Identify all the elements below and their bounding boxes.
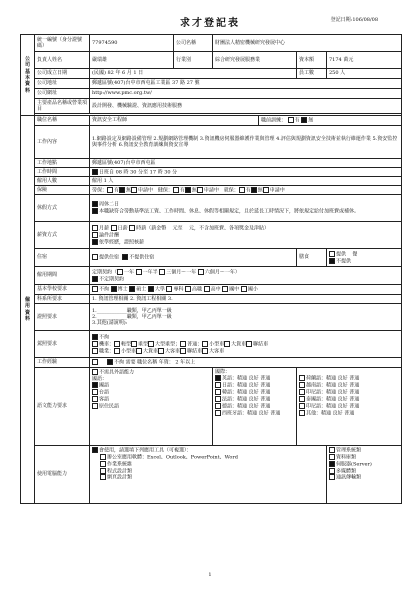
lang-domestic-header: 國語： xyxy=(92,375,108,382)
drive-normal-trailer: 聯結車 xyxy=(253,341,269,348)
url-label: 公司網址 xyxy=(35,89,90,99)
multimedia-checkbox[interactable] xyxy=(329,468,335,474)
permanent-label: 不定期契約 xyxy=(99,276,125,283)
drive-heavy: 重型 xyxy=(138,341,149,348)
language-label: 語文能力要求 xyxy=(35,368,90,446)
company-name-value: 財團法人精密機械研究發展中心 xyxy=(213,35,402,52)
location-value: 郵遞區號(407)台中市西屯區 xyxy=(90,159,402,168)
lang-levels: 精通 良好 普通 xyxy=(237,382,271,389)
lang-japanese: 日語： xyxy=(222,382,238,389)
drive-normal-small: 小型車 xyxy=(209,341,225,348)
url-value: http://www.pmc.org.tw/ xyxy=(90,89,402,99)
opt-have-label: 有 xyxy=(245,187,251,194)
lang-indonesian-2: 印尼語： xyxy=(306,403,327,410)
lang-indigenous: 原住民語 xyxy=(99,403,120,410)
health-have-checkbox[interactable] xyxy=(173,187,179,193)
tax-id-label: 統一編號（身分證號碼） xyxy=(35,35,90,52)
lang-japanese-checkbox[interactable] xyxy=(215,382,221,388)
opt-apply-label: 申請中 xyxy=(269,187,285,194)
lang-international-header: 國際： xyxy=(215,368,231,375)
registration-date: 登記日期:106/08/08 xyxy=(330,17,378,23)
period-1-5y: 一年半 xyxy=(142,269,158,276)
lang-english-checkbox[interactable] xyxy=(215,375,221,381)
job-title-value: 資訊安全工程師 xyxy=(90,116,259,126)
salary-by-experience: 依學經歷，證照核薪 xyxy=(99,239,145,246)
lang-levels: 精通 良好 普通 xyxy=(326,403,360,410)
pretrain-field xyxy=(259,116,402,126)
lang-other-checkbox[interactable] xyxy=(299,410,305,416)
daily-checkbox[interactable] xyxy=(111,225,117,231)
lang-levels: 精通 良好 普通 xyxy=(321,410,355,417)
company-name-label: 公司名稱 xyxy=(174,35,213,52)
employment-insurance-label: 就保： xyxy=(223,187,239,194)
address-value: 郵遞區號(407)台中市西屯區工業區 37 路 27 號 xyxy=(90,79,402,89)
lang-levels: 精通 良好 普通 xyxy=(326,375,360,382)
drive-any: 不拘 xyxy=(99,334,110,341)
drive-pro-small: 小型車 xyxy=(121,348,137,355)
salary-options xyxy=(90,222,402,249)
products-value: 設計開發、機械驗證、資訊應用技術服務 xyxy=(90,99,402,114)
leave-option-1: 周休二日 xyxy=(99,201,120,208)
period-3m: 三個月～一年 xyxy=(166,269,197,276)
lang-levels: 精通 良好 普通 xyxy=(237,375,271,382)
two-day-weekend-checkbox[interactable] xyxy=(92,201,98,207)
housing-yes-label: 提供住宿 xyxy=(99,254,120,261)
meals-yes-checkbox[interactable] xyxy=(329,251,335,257)
meals-label: 膳食 xyxy=(297,249,327,267)
drive-light: 輕型 xyxy=(121,341,132,348)
content-label: 工作內容 xyxy=(35,126,90,159)
database-checkbox[interactable] xyxy=(329,454,335,460)
housing-label: 住宿 xyxy=(35,249,90,267)
meals-no-checkbox[interactable] xyxy=(329,258,335,264)
heavy-checkbox[interactable] xyxy=(131,341,137,347)
pretrain-no-label: 無 xyxy=(308,117,314,124)
license-2: 2. xyxy=(92,313,97,320)
drive-label: 駕照要求 xyxy=(35,331,90,358)
job-title-label: 職位名稱 xyxy=(35,116,90,126)
count-label: 僱用人數 xyxy=(35,177,90,186)
computer-server: 伺服器(Server) xyxy=(336,461,372,468)
salary-daily: 日薪 xyxy=(117,225,128,232)
computer-network: 通訊傳輸類 xyxy=(336,474,362,481)
edu-junior-checkbox[interactable] xyxy=(222,286,228,292)
pro-checkbox[interactable] xyxy=(92,348,98,354)
insurance-options xyxy=(90,186,402,195)
computer-can-checkbox[interactable] xyxy=(92,447,98,453)
health-insurance-label: 健保： xyxy=(157,187,173,194)
computer-main: 會使用，請選填下列應用工具（可複選）： xyxy=(99,447,192,454)
license-label: 證照要求 xyxy=(35,304,90,331)
server-checkbox[interactable] xyxy=(329,461,335,467)
lang-other: 其他： xyxy=(306,410,322,417)
lang-none-checkbox[interactable] xyxy=(92,369,98,375)
products-label: 主要產品名稱或營業項目 xyxy=(35,99,90,114)
pro-coach-checkbox[interactable] xyxy=(202,348,208,354)
leave-label: 休假方式 xyxy=(35,195,90,222)
by-experience-checkbox[interactable] xyxy=(92,239,98,245)
opt-have-label: 有 xyxy=(114,187,120,194)
housing-no-checkbox[interactable] xyxy=(122,254,128,260)
edu-high-checkbox[interactable] xyxy=(204,286,210,292)
location-label: 工作地點 xyxy=(35,159,90,168)
lang-dutch-checkbox[interactable] xyxy=(299,375,305,381)
edu-college-checkbox[interactable] xyxy=(166,286,172,292)
day-shift-checkbox[interactable] xyxy=(92,169,98,175)
leave-option-2: 本職缺符合勞動基準法工資、工作時間、休息、休假等相關規定，且於延長工時情況下，將依規定給付加班費或補休。 xyxy=(99,208,360,215)
pro-small-checkbox[interactable] xyxy=(114,348,120,354)
lang-german: 德語： xyxy=(222,403,238,410)
piece-rate-checkbox[interactable] xyxy=(92,232,98,238)
capital-value: 7174 萬元 xyxy=(327,52,402,69)
owner-label: 負責人姓名 xyxy=(35,52,90,69)
lang-levels: 精通 良好 普通 xyxy=(237,389,271,396)
edu-master: 碩士 xyxy=(136,286,147,293)
normal-trailer-checkbox[interactable] xyxy=(246,341,252,347)
lang-french: 法語： xyxy=(222,396,238,403)
pro-truck-checkbox[interactable] xyxy=(136,348,142,354)
lang-vietnamese: 越南語： xyxy=(306,382,327,389)
edu-bachelor: 大學 xyxy=(154,286,165,293)
health-apply-checkbox[interactable] xyxy=(197,187,203,193)
department-label: 科系所要求 xyxy=(35,295,90,304)
period-label: 僱用期間 xyxy=(35,267,90,285)
edu-phd-checkbox[interactable] xyxy=(111,286,117,292)
lang-none: 不需具外語能力 xyxy=(99,369,135,376)
lang-german-checkbox[interactable] xyxy=(215,403,221,409)
lang-indigenous-checkbox[interactable] xyxy=(92,403,98,409)
license-1: 1. xyxy=(92,307,97,314)
period-1y: 一年 xyxy=(124,269,135,276)
permanent-checkbox[interactable] xyxy=(92,276,98,282)
period-6m-checkbox[interactable] xyxy=(198,269,204,275)
content-value: 1.網路設定及網路設備管理 2.規劃網路管理機制 3.資訊機房伺服器維護作業與管理 4.評估與規劃資訊安全技術並執行維運作業 5.資安監控與事件分析 6.資訊安全教育訓練與資安宣導 xyxy=(90,126,402,159)
labor-have-checkbox[interactable] xyxy=(107,187,113,193)
drive-normal-truck: 大貨車 xyxy=(231,341,247,348)
computer-programming: 程式設計類 xyxy=(107,468,133,474)
lang-levels: 精通 良好 普通 xyxy=(326,382,360,389)
lang-french-checkbox[interactable] xyxy=(215,396,221,402)
industry-label: 行業別 xyxy=(174,52,213,69)
computer-mgmt: 管理系統類 xyxy=(336,447,362,454)
salary-hourly: 時薪（薪金幣 xyxy=(136,225,167,232)
computer-multimedia: 多媒體類 xyxy=(336,468,357,474)
leave-options xyxy=(90,195,402,222)
lang-spanish-checkbox[interactable] xyxy=(215,410,221,416)
lang-hakka-checkbox[interactable] xyxy=(92,396,98,402)
industry-value: 綜合研究發展服務業 xyxy=(213,52,297,69)
labor-law-checkbox[interactable] xyxy=(92,208,98,214)
lang-levels: 精通 良好 普通 xyxy=(247,410,281,417)
lang-thai-checkbox[interactable] xyxy=(299,396,305,402)
mgmt-checkbox[interactable] xyxy=(329,447,335,453)
job-section-label: 僱用資料 xyxy=(21,116,35,504)
exp-any-checkbox[interactable] xyxy=(92,359,98,365)
company-section-label: 公司基本資料 xyxy=(21,35,35,116)
experience-label: 工作經驗 xyxy=(35,358,90,368)
pretrain-yes-checkbox[interactable] xyxy=(288,117,294,123)
drive-large-heavy: 大型重型 xyxy=(155,341,176,348)
meals-yes-label: 提供 xyxy=(336,251,347,258)
lang-thai: 泰國語： xyxy=(306,396,327,403)
lang-taiwanese: 台語 xyxy=(99,389,110,396)
period-1-5y-checkbox[interactable] xyxy=(136,269,142,275)
lang-levels: 精通 良好 普通 xyxy=(237,396,271,403)
edu-any: 不拘 xyxy=(99,286,110,293)
light-checkbox[interactable] xyxy=(114,341,120,347)
drive-pro-truck: 大貨車 xyxy=(143,348,159,355)
edu-college: 專科 xyxy=(173,286,184,293)
edu-vocational: 高職 xyxy=(192,286,203,293)
drive-pro: 職業： xyxy=(99,348,115,355)
network-checkbox[interactable] xyxy=(329,474,335,480)
page-number: 1 xyxy=(208,572,212,578)
edu-bachelor-checkbox[interactable] xyxy=(148,286,154,292)
lang-hakka: 客語 xyxy=(99,396,110,403)
pretrain-yes-label: 有 xyxy=(294,117,300,124)
edu-master-checkbox[interactable] xyxy=(129,286,135,292)
lang-korean-checkbox[interactable] xyxy=(215,389,221,395)
lang-mandarin: 國語 xyxy=(99,382,110,389)
labor-insurance-label: 勞保： xyxy=(92,187,108,194)
labor-apply-checkbox[interactable] xyxy=(131,187,137,193)
normal-checkbox[interactable] xyxy=(180,341,186,347)
address-label: 公司地址 xyxy=(35,79,90,89)
experience-value: 不拘 需要 職位名稱 年資： 2 年以上 xyxy=(114,359,196,366)
period-3m-checkbox[interactable] xyxy=(159,269,165,275)
insurance-label: 保險 xyxy=(35,186,90,195)
emp-none-checkbox[interactable] xyxy=(251,187,257,193)
webdesign-checkbox[interactable] xyxy=(100,474,106,480)
edu-any-checkbox[interactable] xyxy=(92,286,98,292)
lang-mandarin-checkbox[interactable] xyxy=(92,382,98,388)
lang-taiwanese-checkbox[interactable] xyxy=(92,389,98,395)
license-1-tail: 職類，甲乙丙單一級 xyxy=(126,307,172,314)
opt-have-label: 有 xyxy=(179,187,185,194)
fixed-term-label: 定期契約（ xyxy=(92,269,118,276)
computer-webdesign: 網頁設計類 xyxy=(107,474,133,481)
normal-truck-checkbox[interactable] xyxy=(224,341,230,347)
opt-none-label: 無 xyxy=(191,187,197,194)
staff-value: 250 人 xyxy=(327,69,402,79)
lang-levels: 精通 良好 普通 xyxy=(237,403,271,410)
founded-value: (民國) 82 年 6 月 1 日 xyxy=(90,69,297,79)
period-1y-checkbox[interactable] xyxy=(117,269,123,275)
capital-label: 資本額 xyxy=(297,52,327,69)
hours-value: 日班自 08 時 30 分至 17 時 30 分 xyxy=(99,169,178,176)
tax-id-value: 77974590 xyxy=(90,35,174,52)
education-options xyxy=(90,285,402,295)
lang-indonesian-checkbox[interactable] xyxy=(299,389,305,395)
meals-count-label: 餐 xyxy=(352,251,358,258)
hourly-checkbox[interactable] xyxy=(129,225,135,231)
labor-none-checkbox[interactable] xyxy=(119,187,125,193)
salary-piece-rate: 論件計酬 xyxy=(99,232,120,239)
salary-label: 薪資方式 xyxy=(35,222,90,249)
housing-yes-checkbox[interactable] xyxy=(92,254,98,260)
opt-apply-label: 申請中 xyxy=(138,187,154,194)
opt-none-label: 無 xyxy=(126,187,132,194)
owner-value: 嚴瑞雄 xyxy=(90,52,174,69)
os-checkbox[interactable] xyxy=(100,461,106,467)
housing-no-label: 不提供住宿 xyxy=(129,254,155,261)
edu-primary: 國小 xyxy=(247,286,258,293)
office-checkbox[interactable] xyxy=(100,454,106,460)
health-none-checkbox[interactable] xyxy=(185,187,191,193)
drive-pro-coach: 大客車 xyxy=(209,348,225,355)
meals-no-label: 不提供 xyxy=(336,258,352,265)
edu-high: 高中 xyxy=(210,286,221,293)
edu-vocational-checkbox[interactable] xyxy=(185,286,191,292)
emp-have-checkbox[interactable] xyxy=(239,187,245,193)
lang-english: 英語： xyxy=(222,375,238,382)
edu-phd: 博士 xyxy=(117,286,128,293)
salary-to: 元至 xyxy=(172,225,183,232)
salary-monthly: 月薪 xyxy=(99,225,110,232)
emp-apply-checkbox[interactable] xyxy=(263,187,269,193)
job-registration-form: 公司基本資料 統一編號（身分證號碼） 77974590 公司名稱 財團法人精密機械研究發展中心 負責人姓名 嚴瑞雄 行業別 綜合研究發展服務業 資本額 7174 萬元 公司成立日期 (民國) 82 年 6 月 1 日 員工數 250 人 公司地址 郵遞區號(407)台中市西屯區工業區 37 路 27 號 公司網址 http://www.pmc.org.tw/ 主要產品名稱或營業項目 設計開發、機械驗證、資訊應用技術服務 僱用資料 職位名稱 資訊安全工程師 職前訓練： 有 無 工作內容 1.網路設定及網路設備管理 2.規劃網路管理機制 3.資訊機房伺服器維護作業與管理 4.評估與規劃資訊安全技術並執行維運作業 5.資安監控與事件分析 6.資訊安全教育訓練與資安宣導 工作地點 郵遞區號(407)台中市西屯區 工作時間 日班自 08 時 30 分至 17 時 30 分 僱用人數 僱用 1 人 保險 勞保： 有 無 申請中 健保： 有 無 申請中 就保： 有 無 申請中 休假方式 周休二日 本職缺符合勞動基準法工資、工作時間、休息、休假等相關規定，且於延長工時情況下，將依規定給付加班費或補休。 薪資方式 月薪 日薪 時薪（薪金幣 元至 元，不含加班費、各項獎金及津貼） 論件計酬 依學經歷，證照核薪 住宿 提供住宿 不提供住宿 膳食 提供 餐 不提供 僱用期間 定期契約（ 一年 一年半 三個月～一年 六個月～一年） 不定期契約 基本學校要求 不拘 博士 碩士 大學 專科 高職 高中 國中 國小 科系所要求 1. 資訊管理相關 2. 資訊工程相關 3. 證照要求 1.____________職類，甲乙丙單一級 2.____________職類，甲乙丙單一級 3.其他(請說明): 駕照要求 不拘 機車： 輕型 重型 大型重型； 普通： 小型車 大貨車 聯結車 職業： 小型車 大貨車 大客車 聯結車 大客車 工作經驗 不拘 需要 職位名稱 年資： 2 年以上 語文能力要求 不需具外語能力 國語： 國語 台語 客語 原住民語 國際： 英語：精通 良好 普通 日語：精通 良好 普通 韓語：精通 良好 普通 法語：精通 良好 普通 德語：精通 良好 普通 西班牙語：精通 良好 普通 荷蘭語：精通 良好 普通 越南語：精通 良好 普通 印尼語：精通 良好 普通 泰國語：精通 良好 普通 印尼語：精通 良好 普通 其他：精通 良好 普通 使用電腦能力 會使用，請選填下列應用工具（可複選）： 辦公室應用軟體：Excel、Outlook、PowerPoint、Word 作業系統維 程式設計類 網頁設計類 管理系統類 資料庫類 伺服器(Server) 多媒體類 通訊傳輸類 xyxy=(20,34,402,504)
form-title: 求才登記表 xyxy=(180,18,240,29)
lang-vietnamese-checkbox[interactable] xyxy=(299,382,305,388)
drive-pro-trailer: 聯結車 xyxy=(187,348,203,355)
drive-any-checkbox[interactable] xyxy=(92,334,98,340)
pro-bus-checkbox[interactable] xyxy=(158,348,164,354)
lang-levels: 精通 良好 普通 xyxy=(326,396,360,403)
education-label: 基本學校要求 xyxy=(35,285,90,295)
pretrain-no-checkbox[interactable] xyxy=(301,117,307,123)
computer-database: 資料庫類 xyxy=(336,454,357,461)
programming-checkbox[interactable] xyxy=(100,468,106,474)
edu-primary-checkbox[interactable] xyxy=(241,286,247,292)
computer-office: 辦公室應用軟體：Excel、Outlook、PowerPoint、Word xyxy=(107,454,239,461)
computer-label: 使用電腦能力 xyxy=(35,446,90,504)
moto-checkbox[interactable] xyxy=(92,341,98,347)
drive-pro-bus: 大客車 xyxy=(165,348,181,355)
count-value: 僱用 1 人 xyxy=(90,177,402,186)
lang-levels: 精通 良好 普通 xyxy=(326,389,360,396)
drive-normal: 普通： xyxy=(187,341,203,348)
license-3: 3.其他(請說明): xyxy=(92,320,128,327)
exp-need-checkbox[interactable] xyxy=(107,359,113,365)
large-heavy-checkbox[interactable] xyxy=(148,341,154,347)
computer-os: 作業系統維 xyxy=(107,461,133,468)
lang-indonesian2-checkbox[interactable] xyxy=(299,403,305,409)
opt-none-label: 無 xyxy=(257,187,263,194)
license-2-tail: 職類，甲乙丙單一級 xyxy=(126,313,172,320)
edu-junior: 國中 xyxy=(229,286,240,293)
staff-label: 員工數 xyxy=(297,69,327,79)
lang-spanish: 西班牙語： xyxy=(222,410,248,417)
hours-label: 工作時間 xyxy=(35,168,90,177)
period-6m: 六個月～一年） xyxy=(204,269,240,276)
lang-korean: 韓語： xyxy=(222,389,238,396)
lang-indonesian: 印尼語： xyxy=(306,389,327,396)
salary-note: 元，不含加班費、各項獎金及津貼） xyxy=(188,225,269,232)
founded-label: 公司成立日期 xyxy=(35,69,90,79)
lang-dutch: 荷蘭語： xyxy=(306,375,327,382)
monthly-checkbox[interactable] xyxy=(92,225,98,231)
pretrain-label: 職前訓練： xyxy=(261,117,287,124)
drive-moto: 機車： xyxy=(99,341,115,348)
normal-small-checkbox[interactable] xyxy=(202,341,208,347)
department-value: 1. 資訊管理相關 2. 資訊工程相關 3. xyxy=(90,295,402,304)
opt-apply-label: 申請中 xyxy=(203,187,219,194)
pro-trailer-checkbox[interactable] xyxy=(180,348,186,354)
